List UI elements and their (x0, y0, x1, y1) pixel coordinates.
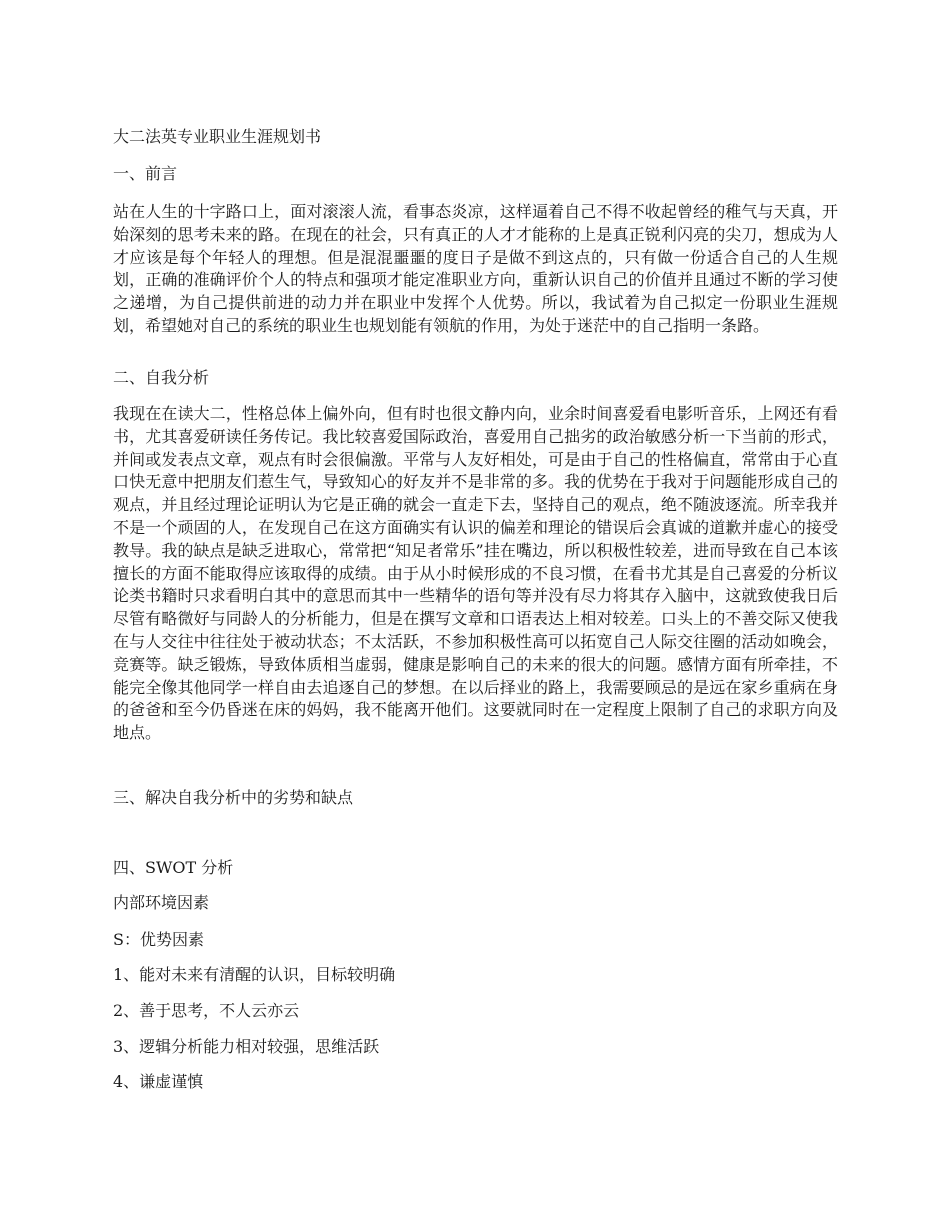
document-title: 大二法英专业职业生涯规划书 (113, 127, 322, 146)
heading-swot: 四、SWOT 分析 (113, 858, 234, 877)
internal-factors-label: 内部环境因素 (113, 893, 210, 912)
heading-preface: 一、前言 (113, 164, 178, 183)
self-analysis-paragraph: 我现在在读大二，性格总体上偏外向，但有时也很文静内向，业余时间喜爱看电影听音乐，上网还有看书，尤其喜爱研读任务传记。我比较喜爱国际政治，喜爱用自己拙劣的政治敏感分析一下当前的形式，并间或发表点文章，观点有时会很偏激。平常与人友好相处，可是由于自己的性格偏直，常常由于心直口快无意中把朋友们惹生气，导致知心的好友并不是非常的多。我的优势在于我对于问题能形成自己的观点，并且经过理论证明认为它是正确的就会一直走下去，坚持自己的观点，绝不随波逐流。所幸我并不是一个顽固的人，在发现自己在这方面确实有认识的偏差和理论的错误后会真诚的道歉并虚心的接受教导。我的缺点是缺乏进取心，常常把“知足者常乐”挂在嘴边，所以积极性较差，进而导致在自己本该擅长的方面不能取得应该取得的成绩。由于从小时候形成的不良习惯，在看书尤其是自己喜爱的分析议论类书籍时只求看明白其中的意思而其中一些精华的语句等并没有尽力将其存入脑中，这就致使我日后尽管有略微好与同龄人的分析能力，但是在撰写文章和口语表达上相对较差。口头上的不善交际又使我在与人交往中往往处于被动状态；不太活跃，不参加积极性高可以拓宽自己人际交往圈的活动如晚会，竞赛等。缺乏锻炼，导致体质相当虚弱，健康是影响自己的未来的很大的问题。感情方面有所牵挂，不能完全像其他同学一样自由去追逐自己的梦想。在以后择业的路上，我需要顾忌的是远在家乡重病在身的爸爸和至今仍昏迷在床的妈妈，我不能离开他们。这要就同时在一定程度上限制了自己的求职方向及地点。 (113, 404, 838, 743)
strength-item: 4、谦虚谨慎 (113, 1072, 204, 1091)
heading-solve-weaknesses: 三、解决自我分析中的劣势和缺点 (113, 788, 354, 807)
strengths-label: S：优势因素 (113, 930, 204, 949)
heading-self-analysis: 二、自我分析 (113, 368, 210, 387)
strength-item: 3、逻辑分析能力相对较强，思维活跃 (113, 1037, 380, 1056)
preface-paragraph: 站在人生的十字路口上，面对滚滚人流，看事态炎凉，这样逼着自己不得不收起曾经的稚气与天真，开始深刻的思考未来的路。在现在的社会，只有真正的人才才能称的上是真正锐利闪亮的尖刀，想成为人才应该是每个年轻人的理想。但是混混噩噩的度日子是做不到这点的，只有做一份适合自己的人生规划，正确的准确评价个人的特点和强项才能定准职业方向，重新认识自己的价值并且通过不断的学习使之递增，为自己提供前进的动力并在职业中发挥个人优势。所以，我试着为自己拟定一份职业生涯规划，希望她对自己的系统的职业生也规划能有领航的作用，为处于迷茫中的自己指明一条路。 (113, 202, 838, 335)
strength-item: 1、能对未来有清醒的认识，目标较明确 (113, 965, 396, 984)
strength-item: 2、善于思考，不人云亦云 (113, 1001, 300, 1020)
